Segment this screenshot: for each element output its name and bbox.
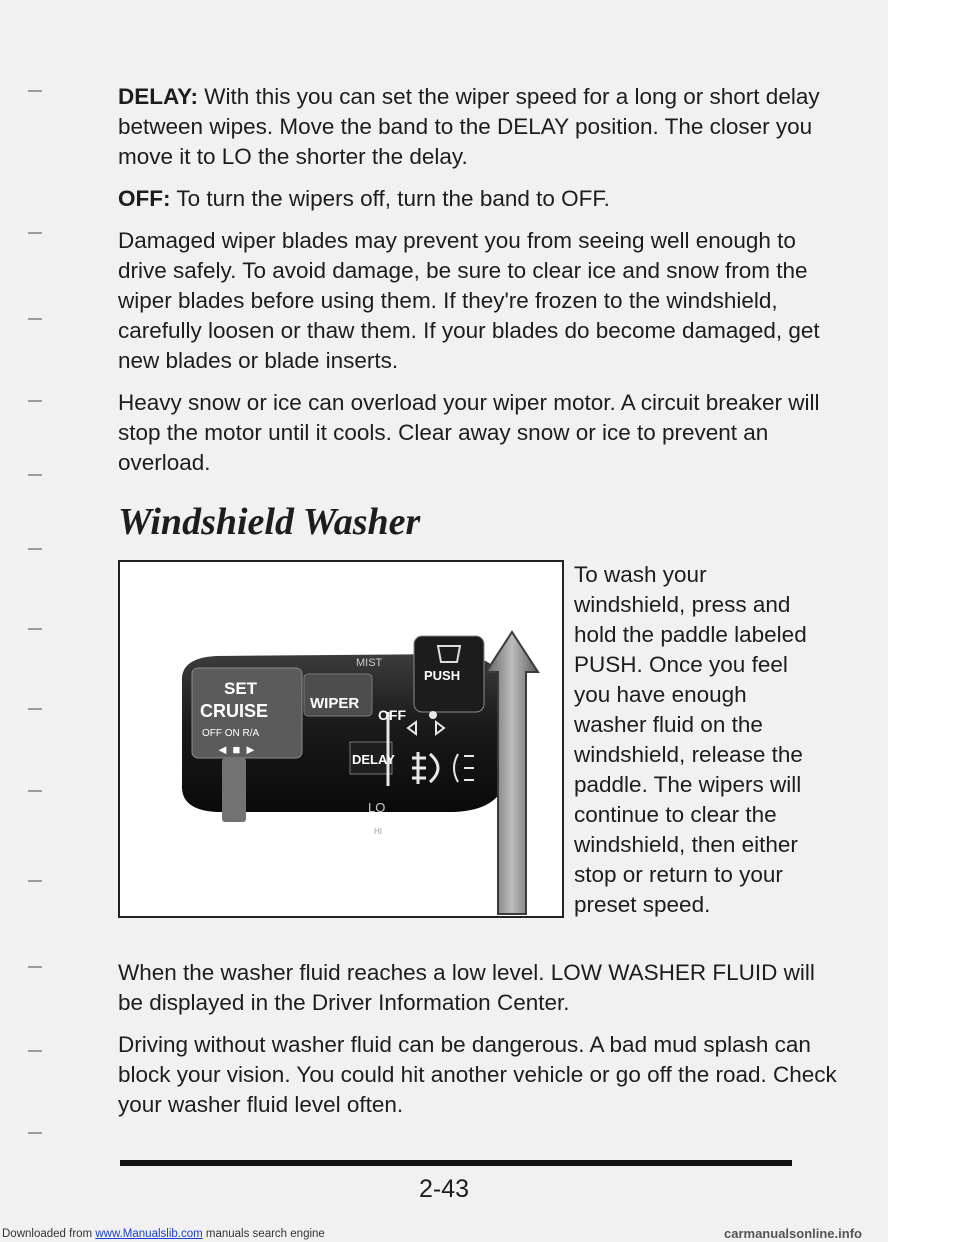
set-label: SET [224,679,258,698]
manualslib-link[interactable]: www.Manualslib.com [95,1228,203,1240]
off-position-dot [429,711,437,719]
hi-label: HI [374,827,382,836]
damaged-blades-paragraph: Damaged wiper blades may prevent you from seeing well enough to drive safely. To avoid damage, be sure to clear ice and snow from the wiper blades before using them. If they're frozen to the windshield, carefully loosen or thaw them. If your blades do become damaged, get new blades or blade inserts. [118,228,820,373]
margin-tick [28,474,42,476]
margin-tick [28,90,42,92]
margin-tick [28,966,42,968]
off-paragraph [118,184,838,214]
off-text: To turn the wipers off, turn the band to OFF. [170,186,610,211]
margin-tick [28,548,42,550]
download-header [2,1228,325,1240]
heavy-snow-paragraph: Heavy snow or ice can overload your wiper motor. A circuit breaker will stop the motor until it cools. Clear away snow or ice to prevent an overload. [118,390,820,475]
washer-instructions: To wash your windshield, press and hold the paddle labeled PUSH. Once you feel you have enough washer fluid on the windshield, release the paddle. The wipers will continue to clear the windshield, then either stop or return to your preset speed. [574,562,807,917]
margin-tick [28,1050,42,1052]
wiper-control-figure [118,560,564,918]
margin-tick [28,318,42,320]
washer-section [118,560,838,958]
delay-paragraph [118,82,838,172]
page-content [118,82,838,1132]
turn-signal-lever-illustration [120,562,562,916]
cruise-arrows: ◄ ■ ► [216,742,257,757]
wiper-label: WIPER [310,695,360,712]
margin-tick [28,708,42,710]
delay-label: DELAY [352,752,395,767]
margin-tick [28,790,42,792]
margin-tick [28,1132,42,1134]
margin-tick [28,232,42,234]
off-label: OFF [378,707,406,723]
download-prefix: Downloaded from [2,1228,96,1240]
margin-tick [28,628,42,630]
push-label: PUSH [424,668,461,683]
footer-rule [120,1160,792,1166]
low-washer-fluid-paragraph: When the washer fluid reaches a low level. LOW WASHER FLUID will be displayed in the Driver Information Center. [118,960,815,1015]
lo-label: LO [368,800,386,815]
watermark: carmanualsonline.info [724,1226,862,1241]
cruise-lever-tab [222,758,246,822]
page-number: 2-43 [418,1175,470,1203]
margin-tick [28,880,42,882]
driving-without-fluid-paragraph: Driving without washer fluid can be dangerous. A bad mud splash can block your vision. You could hit another vehicle or go off the road. Check your washer fluid level often. [118,1032,837,1117]
off-on-ra-label: OFF ON R/A [202,728,260,739]
right-margin-strip [888,0,960,1242]
delay-label: DELAY: [118,84,199,109]
delay-text: With this you can set the wiper speed for a long or short delay between wipes. Move the band to the DELAY position. The closer you move it to LO the shorter the delay. [118,84,820,169]
margin-tick [28,400,42,402]
download-suffix: manuals search engine [202,1228,325,1240]
mist-label: MIST [356,657,383,669]
section-title: Windshield Washer [118,501,421,543]
off-label: OFF: [118,186,171,211]
cruise-label: CRUISE [200,701,269,721]
